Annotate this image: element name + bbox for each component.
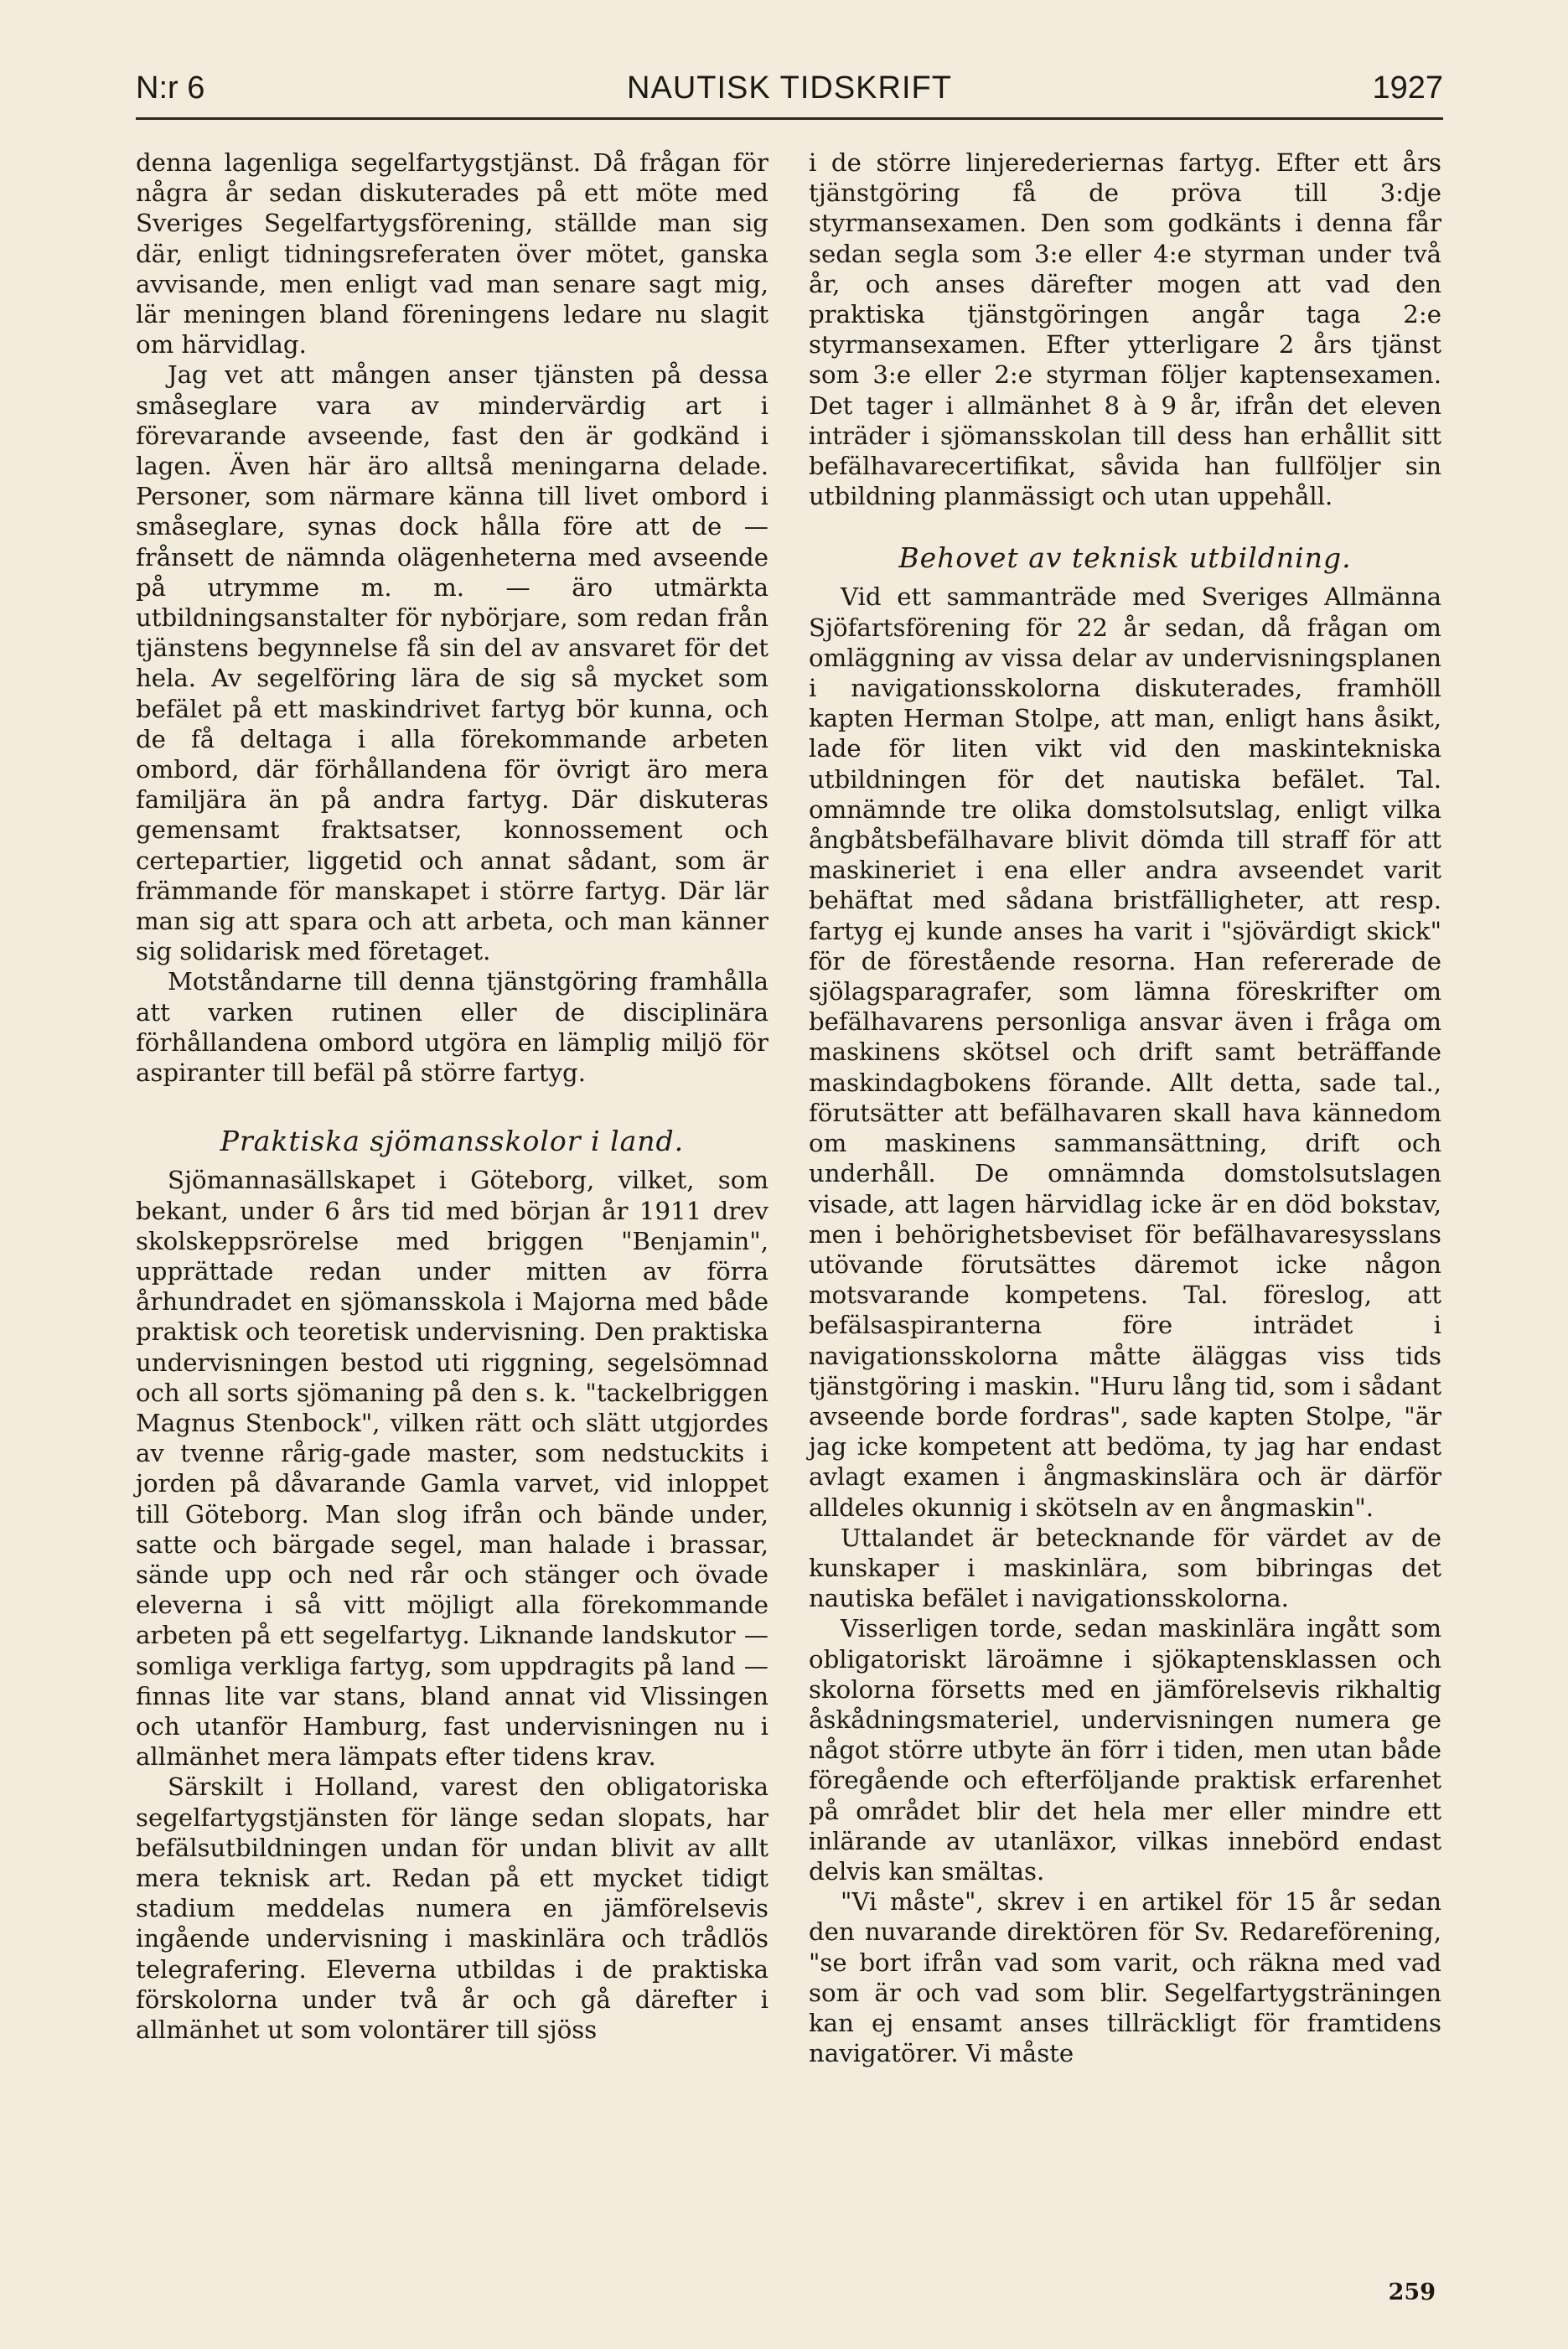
section-heading-behovet-av-teknisk-utbildning: Behovet av teknisk utbildning. [898,541,1352,575]
paragraph: Vid ett sammanträde med Sveriges Allmänna Sjöfartsförening för 22 år sedan, då frågan om omläggning av vissa delar av undervisningsplanen i navigationsskolorna diskuterades, framhöll kapten Herman Stolpe, att man, enligt hans åsikt, lade för liten vikt vid den maskintekniska utbildningen för det nautiska befälet. Tal. omnämnde tre olika domstolsutslag, enligt vilka ångbåtsbefälhavare blivit dömda till straff för att maskineriet i ena eller andra avseendet varit behäftat med sådana bristfälligheter, att resp. fartyg ej kunde anses ha varit i "sjövärdigt skick" för de förestående resorna. Han refererade de sjölagsparagrafer, som lämna föreskrifter om befälhavarens personliga ansvar även i fråga om maskinens skötsel och drift samt beträffande maskindagbokens förande. Allt detta, sade tal., förutsätter att befälhavaren skall hava kännedom om maskinens sammansättning, drift och underhåll. De omnämnda domstolsutslagen visade, att lagen härvidlag icke är en död bokstav, men i behörighetsbeviset för befälhavaresysslans utövande förutsättes däremot icke någon motsvarande kompetens. Tal. föreslog, att befälsaspiranterna före inträdet i navigationsskolorna måtte äläggas viss tids tjänstgöring i maskin. "Huru lång tid, som i sådant avseende borde fordras", sade kapten Stolpe, "är jag icke kompetent att bedöma, ty jag har endast avlagt examen i ångmaskinslära och är därför alldeles okunnig i skötseln av en ångmaskin". [809,582,1441,1522]
paragraph: Visserligen torde, sedan maskinlära ingått som obligatoriskt läroämne i sjökaptensklassen och skolorna försetts med en jämförelsevis rikhaltig åskådningsmateriel, undervisningen numera ge något större utbyte än förr i tiden, men utan både föregående och efterföljande praktisk erfarenhet på området blir det hela mer eller mindre ett inlärande av utanläxor, vilkas innebörd endast delvis kan smältas. [809,1614,1441,1886]
paragraph: Särskilt i Holland, varest den obligatoriska segelfartygstjänsten för länge sedan slopats, har befälsutbildningen undan för undan blivit av allt mera teknisk art. Redan på ett mycket tidigt stadium meddelas numera en jämförelsevis ingående undervisning i maskinlära och trådlös telegrafering. Eleverna utbildas i de praktiska förskolorna under två år och gå därefter i allmänhet ut som volontärer till sjöss [136,1772,768,2044]
section-heading-praktiska-sjomansskolor: Praktiska sjömansskolor i land. [220,1125,685,1158]
running-header [136,69,1443,120]
paragraph: Motståndarne till denna tjänstgöring framhålla att varken rutinen eller de disciplinära förhållandena ombord utgöra en lämplig miljö för aspiranter till befäl på större fartyg. [136,967,768,1088]
page-number: 259 [1388,2279,1436,2305]
paragraph: i de större linjerederiernas fartyg. Efter ett års tjänstgöring få de pröva till 3:dje styrmansexamen. Den som godkänts i denna får sedan segla som 3:e eller 4:e styrman under två år, och anses därefter mogen att vad den praktiska tjänstgöringen angår taga 2:e styrmansexamen. Efter ytterligare 2 års tjänst som 3:e eller 2:e styrman följer kaptensexamen. Det tager i allmänhet 8 à 9 år, ifrån det eleven inträder i sjömansskolan till dess han erhållit sitt befälhavarecertifikat, såvida han fullföljer sin utbildning planmässigt och utan uppehåll. [809,148,1441,511]
paragraph: Uttalandet är betecknande för värdet av de kunskaper i maskinlära, som bibringas det nautiska befälet i navigationsskolorna. [809,1523,1441,1613]
paragraph: Jag vet att mången anser tjänsten på dessa småseglare vara av mindervärdig art i förevarande avseende, fast den är godkänd i lagen. Även här äro alltså meningarna delade. Personer, som närmare känna till livet ombord i småseglare, synas dock hålla före att de — frånsett de nämnda olägenheterna med avseende på utrymme m. m. — äro utmärkta utbildningsanstalter för nybörjare, som redan från tjänstens begynnelse få sin del av ansvaret för det hela. Av segelföring lära de sig så mycket som befälet på ett maskindrivet fartyg bör kunna, och de få deltaga i alla förekommande arbeten ombord, där förhållandena för övrigt äro mera familjära än på andra fartyg. Där diskuteras gemensamt fraktsatser, konnossement och certepartier, liggetid och annat sådant, som är främmande för manskapet i större fartyg. Där lär man sig att spara och att arbeta, och man känner sig solidarisk med företaget. [136,360,768,966]
right-column [809,147,1441,2068]
paragraph: Sjömannasällskapet i Göteborg, vilket, som bekant, under 6 års tid med början år 1911 drev skolskeppsrörelse med briggen "Benjamin", upprättade redan under mitten av förra århundradet en sjömansskola i Majorna med både praktisk och teoretisk undervisning. Den praktiska undervisningen bestod uti riggning, segelsömnad och all sorts sjömaning på den s. k. "tackelbriggen Magnus Stenbock", vilken rätt och slätt utgjordes av tvenne rårig-gade master, som nedstuckits i jorden på dåvarande Gamla varvet, vid inloppet till Göteborg. Man slog ifrån och bände under, satte och bärgade segel, man halade i brassar, sände upp och ned rår och stänger och övade eleverna i så vitt möjligt alla förekommande arbeten på ett segelfartyg. Liknande landskutor — somliga verkliga fartyg, som uppdragits på land — finnas lite var stans, bland annat vid Vlissingen och utanför Hamburg, fast undervisningen nu i allmänhet mera lämpats efter tidens krav. [136,1166,768,1772]
left-column [136,147,768,2045]
paragraph: "Vi måste", skrev i en artikel för 15 år sedan den nuvarande direktören för Sv. Redareförening, "se bort ifrån vad som varit, och räkna med vad som är och vad som blir. Segelfartygsträningen kan ej ensamt anses tillräckligt för framtidens navigatörer. Vi måste [809,1887,1441,2068]
paragraph: denna lagenliga segelfartygstjänst. Då frågan för några år sedan diskuterades på ett möte med Sveriges Segelfartygsförening, ställde man sig där, enligt tidningsreferaten över mötet, ganska avvisande, men enligt vad man senare sagt mig, lär meningen bland föreningens ledare nu slagit om härvidlag. [136,148,768,360]
issue-number: N:r 6 [136,70,205,106]
header-year: 1927 [1372,70,1443,106]
journal-title: NAUTISK TIDSKRIFT [627,70,952,106]
